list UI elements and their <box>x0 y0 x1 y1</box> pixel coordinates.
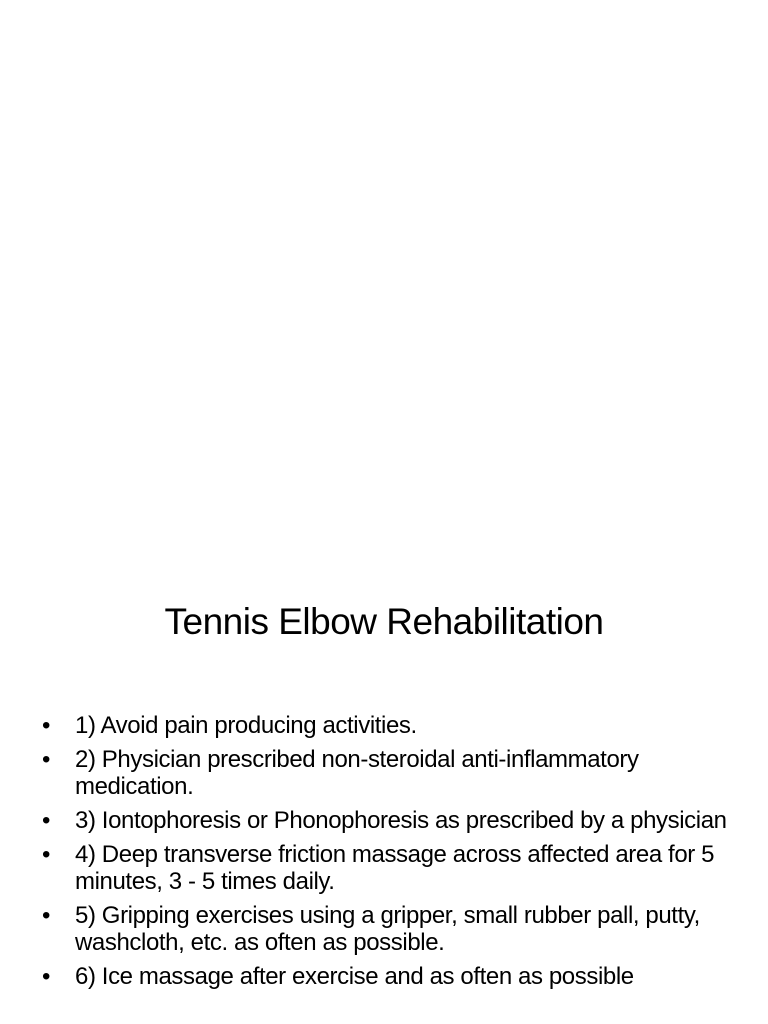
bullet-dot-icon: • <box>42 807 51 834</box>
bullet-text: 1) Avoid pain producing activities. <box>75 712 417 739</box>
bullet-dot-icon: • <box>42 841 51 868</box>
bullet-dot-icon: • <box>42 712 51 739</box>
bullet-item <box>40 807 730 834</box>
bullet-item <box>40 746 730 800</box>
bullet-item <box>40 841 730 895</box>
bullet-text: 5) Gripping exercises using a gripper, small rubber pall, putty, washcloth, etc. as often as possible. <box>75 902 700 956</box>
bullet-item <box>40 712 730 739</box>
bullet-text: 4) Deep transverse friction massage across affected area for 5 minutes, 3 - 5 times daily. <box>75 841 715 895</box>
bullet-list <box>40 712 730 997</box>
bullet-text: 3) Iontophoresis or Phonophoresis as prescribed by a physician <box>75 807 727 834</box>
bullet-item <box>40 902 730 956</box>
bullet-item <box>40 963 730 990</box>
bullet-dot-icon: • <box>42 902 51 929</box>
slide-title: Tennis Elbow Rehabilitation <box>164 601 604 642</box>
bullet-dot-icon: • <box>42 746 51 773</box>
bullet-text: 6) Ice massage after exercise and as often as possible <box>75 963 634 990</box>
bullet-text: 2) Physician prescribed non-steroidal anti-inflammatory medication. <box>75 746 639 800</box>
bullet-dot-icon: • <box>42 963 51 990</box>
